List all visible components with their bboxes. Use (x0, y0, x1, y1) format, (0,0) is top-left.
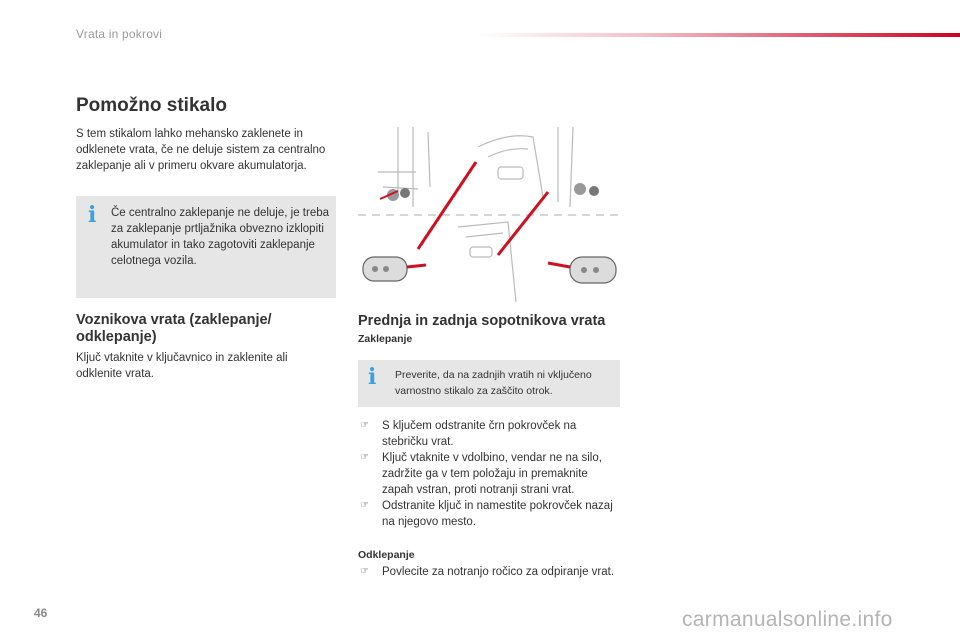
list-item: ☞ Ključ vtaknite v vdolbino, vendar ne na silo, zadržite ga v tem položaju in premaknite zapah vstran, proti notranji strani vrat. (360, 452, 602, 496)
unlock-steps-list (358, 564, 620, 580)
center-door-drawing (458, 222, 516, 302)
pointer-line-left (418, 162, 476, 249)
info-text: Če centralno zaklepanje ne deluje, je treba za zaklepanje prtljažnika obvezno izklopiti akumulator in tako zagotoviti zaklepanje celotnega vozila. (111, 207, 330, 267)
arrow-bullet-icon: ☞ (360, 566, 369, 577)
arrow-bullet-icon: ☞ (360, 500, 369, 511)
passenger-doors-title: Prednja in zadnja sopotnikova vrata (358, 313, 606, 329)
info-icon: i (88, 202, 97, 228)
info-box-central-locking (76, 196, 336, 298)
driver-door-text: Ključ vtaknite v ključavnico in zaklenite ali odklenite vrata. (76, 352, 288, 380)
lock-cylinder-left (380, 188, 410, 201)
key-fob-left (363, 257, 426, 281)
arrow-bullet-icon: ☞ (360, 452, 369, 463)
section-title: Pomožno stikalo (76, 95, 227, 116)
list-item: ☞ S ključem odstranite črn pokrovček na stebričku vrat. (360, 420, 577, 448)
door-lock-illustration (358, 127, 620, 307)
header-accent-bar (478, 33, 960, 37)
pointer-line-right (498, 192, 548, 255)
lock-cylinder-right (574, 183, 599, 196)
lock-label: Zaklepanje (358, 333, 413, 345)
intro-text: S tem stikalom lahko mehansko zaklenete in odklenete vrata, če ne deluje sistem za centralno zaklepanje ali v primeru okvare akumulatorja. (76, 128, 326, 172)
header-title: Vrata in pokrovi (76, 27, 163, 41)
arrow-bullet-icon: ☞ (360, 420, 369, 431)
key-fob-right (548, 257, 616, 283)
info-icon: i (368, 364, 377, 390)
list-item: ☞ Povlecite za notranjo ročico za odpiranje vrat. (360, 566, 615, 578)
unlock-label: Odklepanje (358, 549, 415, 561)
info-box-child-lock (358, 360, 620, 407)
watermark: carmanualsonline.info (682, 608, 893, 631)
rear-door-drawing (478, 127, 573, 207)
info-text: Preverite, da na zadnjih vratih ni vključeno varnostno stikalo za zaščito otrok. (395, 369, 592, 397)
lock-steps-list (358, 418, 620, 530)
driver-door-title: Voznikova vrata (zaklepanje/ odklepanje) (76, 312, 272, 345)
page-number: 46 (34, 606, 48, 620)
list-item: ☞ Odstranite ključ in namestite pokrovček nazaj na njegovo mesto. (360, 500, 613, 528)
